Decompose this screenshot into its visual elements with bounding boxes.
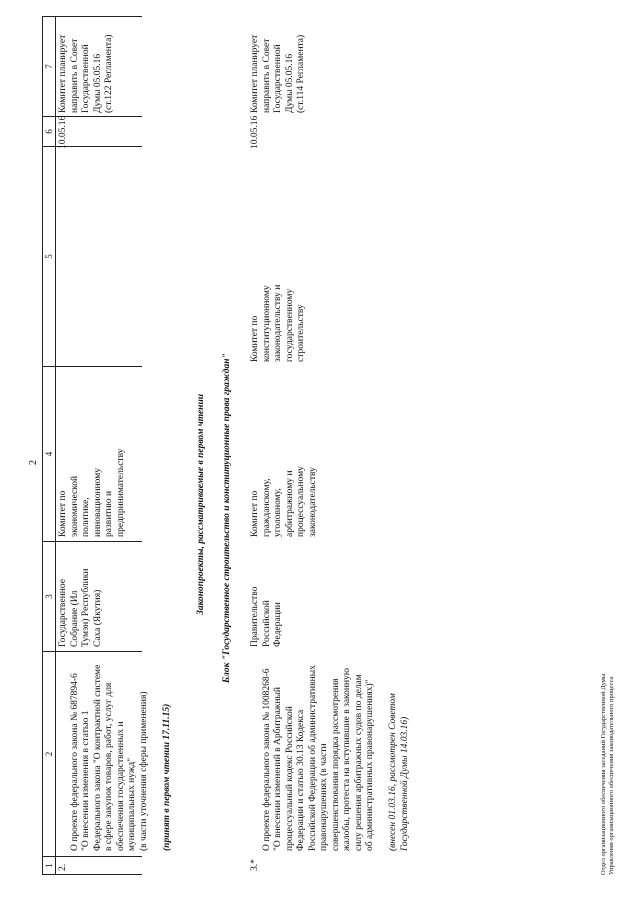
row-number: 2. [58,863,68,871]
consideration-date: 10.05.16 [58,115,68,149]
column-header: 3 [43,541,55,651]
responsible-committee: Комитет по гражданскому, уголовному, арбитражному и процессуальному законодательству [250,466,318,537]
bill-author: Правительство Российской Федерации [250,586,283,647]
table-border [54,856,142,857]
bill-title-main: О проекте федерального закона № 687894-6 "О внесении изменения в статью 1 Федерального закона "О контрактной системе в сфере закупок товаров, работ, услуг для обеспечения государственных и муниципальных нужд" (в части уточнения сферы применения) [69,664,149,851]
footer-line: Отдел организационного обеспечения заседаний Государственной Думы [600,673,607,875]
bill-title [58,654,173,851]
column-header: 6 [43,116,55,146]
co-committee: Комитет по конституционному законодательству и государственному строительству [250,284,306,362]
bill-title-main: О проекте федерального закона № 1008268-6 "О внесении изменений в Арбитражный процессуальный кодекс Российской Федерации и статью 30.13 Кодекса Российской Федерации об административных правонарушениях (в части совершенствования порядка рассмотрения жалобы, протеста на вступившие в законную силу решения арбитражных судов по делам об административных правонарушениях)" [261,665,375,851]
row-number: 3.* [250,859,260,871]
column-header: 4 [43,366,55,541]
bill-title [250,654,411,851]
block-heading: Блок "Государственное строительство и конституционные права граждан" [222,353,232,683]
consideration-date: 10.05.16 [250,115,260,149]
footer [600,674,616,875]
table-border [54,541,142,542]
planned-action: Комитет планирует направить в Совет Государственной Думы 05.05.16 (ст.114 Регламента) [250,34,306,113]
responsible-committee: Комитет по экономической политике, инновационному развитию и предпринимательству [58,448,126,537]
table-header [42,16,56,875]
column-header: 5 [43,146,55,366]
footer-line: Управления организационного обеспечения законодательного процесса [608,676,615,875]
section-heading: Законопроекты, рассматриваемые в первом чтении [196,393,206,615]
planned-action: Комитет планирует направить в Совет Государственной Думы 05.05.16 (ст.122 Регламента) [58,34,114,113]
table-border [54,874,142,875]
column-header: 7 [43,16,55,116]
column-header: 2 [43,651,55,856]
bill-status-note: (внесен 01.03.16, рассмотрен Советом Государственной Думы 14.03.16) [388,693,410,851]
column-header: 1 [43,856,55,874]
page-number: 2 [28,460,39,465]
bill-status-note: (принят в первом чтении 17.11.15) [161,703,172,851]
bill-author: Государственное Собрание (Ил Тумэн) Республики Саха (Якутия) [58,568,103,647]
table-border [54,651,142,652]
table-border [54,366,142,367]
